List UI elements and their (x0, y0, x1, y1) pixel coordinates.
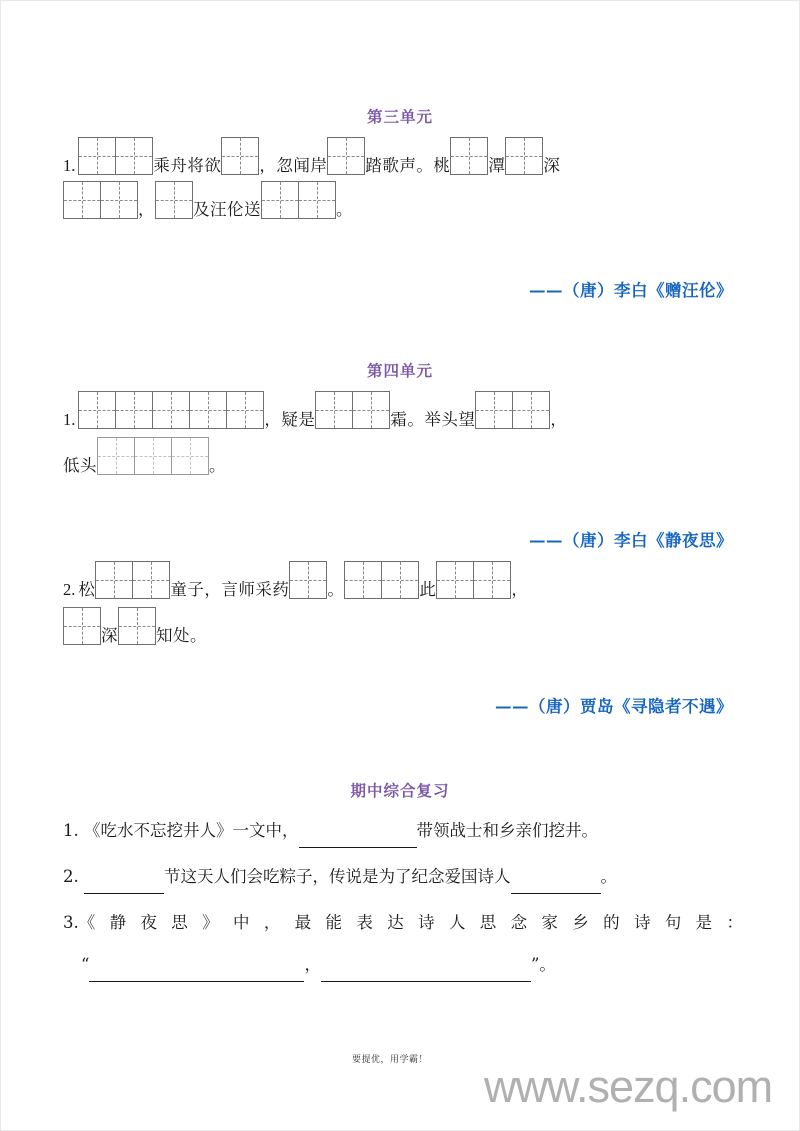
answer-blank[interactable] (89, 956, 304, 982)
character-grid[interactable] (63, 181, 138, 219)
character-grid-cell[interactable] (476, 392, 513, 428)
character-grid[interactable] (78, 137, 153, 175)
answer-blank[interactable] (321, 956, 531, 982)
character-grid-cell[interactable] (133, 562, 170, 598)
poem-text: 童子，言师采药 (170, 579, 290, 599)
character-grid[interactable] (155, 181, 193, 219)
review-question (63, 819, 743, 848)
review-question (63, 911, 743, 936)
character-grid-cell[interactable] (79, 392, 116, 428)
character-grid-cell[interactable] (382, 562, 419, 598)
answer-blank[interactable] (84, 868, 164, 894)
character-grid[interactable] (95, 561, 170, 599)
period: 。 (539, 955, 556, 975)
review-questions (63, 819, 743, 982)
poem-row (63, 391, 567, 429)
attribution-unit3: ——（唐）李白《赠汪伦》 (529, 281, 733, 300)
attribution-unit4-xunyinzhe: ——（唐）贾岛《寻隐者不遇》 (495, 697, 733, 716)
poem-text: 深 (101, 625, 118, 645)
character-grid[interactable] (505, 137, 543, 175)
character-grid-cell[interactable] (64, 608, 101, 644)
character-grid-cell[interactable] (316, 392, 353, 428)
character-grid-cell[interactable] (119, 608, 156, 644)
character-grid-cell[interactable] (135, 438, 172, 474)
poem-text: 松 (78, 579, 96, 599)
footer-note: 要提优，用学霸！ (352, 1055, 429, 1065)
character-grid-cell[interactable] (474, 562, 511, 598)
character-grid[interactable] (327, 137, 365, 175)
poem-row (63, 437, 567, 475)
character-grid-cell[interactable] (227, 392, 264, 428)
close-quote: ” (530, 955, 540, 975)
character-grid[interactable] (63, 607, 101, 645)
character-grid[interactable] (221, 137, 259, 175)
item-number: 1. (63, 155, 76, 175)
character-grid[interactable] (344, 561, 419, 599)
character-grid-cell[interactable] (513, 392, 550, 428)
poem-text: ，忽闻岸 (259, 155, 328, 175)
character-grid[interactable] (475, 391, 550, 429)
poem-text: 。 (600, 866, 617, 886)
poem-text: 。 (336, 199, 353, 219)
character-grid-cell[interactable] (437, 562, 474, 598)
poem-row (63, 607, 528, 645)
poem-text: 《吃水不忘挖井人》一文中， (84, 821, 299, 840)
character-grid[interactable] (78, 391, 264, 429)
poem-row (63, 561, 528, 599)
character-grid[interactable] (97, 437, 209, 475)
poem-text: 节这天人们会吃粽子，传说是为了纪念爱国诗人 (164, 866, 511, 886)
poem-item-unit3-1 (63, 137, 560, 219)
poem-text: 乘舟将欲 (153, 155, 222, 175)
character-grid-cell[interactable] (262, 182, 299, 218)
question-text: 《 静 夜 思 》 中 ， 最 能 表 达 诗 人 思 念 家 乡 的 诗 句 是 ： (78, 912, 743, 932)
character-grid[interactable] (261, 181, 336, 219)
poem-text: 及汪伦送 (193, 199, 261, 219)
poem-text: 知处。 (156, 625, 207, 645)
character-grid-cell[interactable] (96, 562, 133, 598)
poem-row (63, 137, 560, 175)
poem-text: ， (511, 579, 529, 599)
site-watermark: www.sezq.com (484, 1061, 773, 1112)
poem-text: 。 (209, 455, 226, 475)
answer-blank[interactable] (299, 822, 417, 848)
character-grid-cell[interactable] (299, 182, 336, 218)
poem-text: 低头 (63, 455, 97, 475)
question-number: 2. (63, 866, 84, 886)
poem-item-unit4-1 (63, 391, 567, 475)
poem-text: 霜。举头望 (390, 409, 476, 429)
poem-text: 潭 (488, 155, 506, 175)
character-grid[interactable] (315, 391, 390, 429)
character-grid-cell[interactable] (451, 138, 488, 174)
character-grid-cell[interactable] (353, 392, 390, 428)
poem-text: 此 (419, 579, 437, 599)
character-grid[interactable] (118, 607, 156, 645)
poem-text: ，疑是 (264, 409, 316, 429)
comma: ， (304, 955, 321, 975)
character-grid-cell[interactable] (116, 392, 153, 428)
question-number: 1. (63, 821, 84, 840)
poem-text: 带领战士和乡亲们挖井。 (416, 821, 598, 840)
poem-item-unit4-2 (63, 561, 528, 645)
character-grid-cell[interactable] (345, 562, 382, 598)
character-grid-cell[interactable] (190, 392, 227, 428)
review-answer-line (63, 953, 743, 982)
attribution-unit4-jingyesi: ——（唐）李白《静夜思》 (529, 531, 733, 550)
poem-text: 踏歌声。桃 (365, 155, 451, 175)
section-title-unit4: 第四单元 (366, 361, 433, 380)
character-grid-cell[interactable] (156, 182, 193, 218)
item-number: 2. (63, 579, 76, 599)
open-quote: “ (81, 955, 90, 975)
question-number: 3. (63, 912, 79, 932)
character-grid-cell[interactable] (222, 138, 259, 174)
character-grid[interactable] (450, 137, 488, 175)
poem-text: 。 (327, 579, 345, 599)
character-grid-cell[interactable] (153, 392, 190, 428)
character-grid[interactable] (289, 561, 327, 599)
character-grid-cell[interactable] (64, 182, 101, 218)
character-grid-cell[interactable] (79, 138, 116, 174)
character-grid-cell[interactable] (506, 138, 543, 174)
answer-blank[interactable] (511, 868, 601, 894)
character-grid-cell[interactable] (328, 138, 365, 174)
section-title-unit3: 第三单元 (366, 107, 433, 126)
character-grid-cell[interactable] (116, 138, 153, 174)
poem-text: 深 (543, 155, 561, 175)
item-number: 1. (63, 409, 76, 429)
poem-row (63, 181, 560, 219)
review-question (63, 865, 743, 894)
character-grid-cell[interactable] (101, 182, 138, 218)
character-grid-cell[interactable] (98, 438, 135, 474)
character-grid[interactable] (436, 561, 511, 599)
section-title-review: 期中综合复习 (350, 781, 450, 800)
poem-text: ， (138, 199, 155, 219)
poem-text: ， (550, 409, 568, 429)
character-grid-cell[interactable] (172, 438, 209, 474)
character-grid-cell[interactable] (290, 562, 327, 598)
